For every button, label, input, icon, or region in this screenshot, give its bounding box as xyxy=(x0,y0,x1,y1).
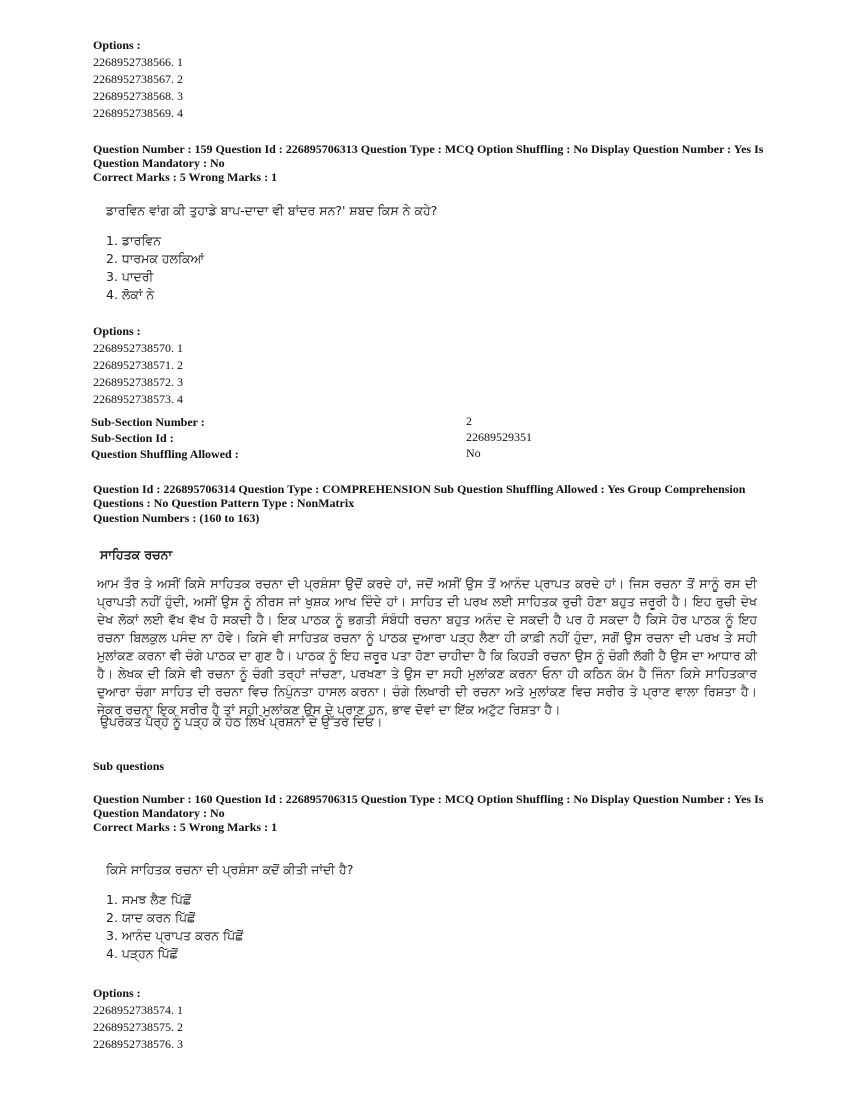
question-header-line: Question Number : 160 Question Id : 226895706315 Question Type : MCQ Option Shuffling : No Display Question Number : Yes Is xyxy=(93,792,764,806)
option-line: 2268952738570. 1 xyxy=(93,341,183,355)
subsection-number-label: Sub-Section Number : xyxy=(91,415,205,429)
subsection-info xyxy=(91,413,651,461)
question-160-header xyxy=(93,792,773,834)
sub-questions-label: Sub questions xyxy=(93,759,165,773)
option-line: 2268952738567. 2 xyxy=(93,72,183,86)
question-159-choices xyxy=(106,232,204,304)
option-line: 2268952738576. 3 xyxy=(93,1037,183,1051)
question-shuffling-label: Question Shuffling Allowed : xyxy=(91,447,239,461)
option-line: 2268952738573. 4 xyxy=(93,392,183,406)
comprehension-header-line: Question Id : 226895706314 Question Type : COMPREHENSION Sub Question Shuffling Allowed : Yes Group Comprehension xyxy=(93,482,746,496)
choice-item: 3. ਪਾਦਰੀ xyxy=(106,269,154,284)
passage-text: ਆਮ ਤੌਰ ਤੇ ਅਸੀਂ ਕਿਸੇ ਸਾਹਿਤਕ ਰਚਨਾ ਦੀ ਪ੍ਰਸ਼ੰਸਾ ਉਦੋਂ ਕਰਦੇ ਹਾਂ, ਜਦੋਂ ਅਸੀਂ ਉਸ ਤੋਂ ਆਨੰਦ ਪ੍ਰਾਪਤ ਕਰਦੇ ਹਾਂ। ਜਿਸ ਰਚਨਾ ਤੋਂ ਸਾਨੂੰ ਰਸ ਦੀ ਪ੍ਰਾਪਤੀ ਨਹੀਂ ਹੁੰਦੀ, ਅਸੀਂ ਉਸ ਨੂੰ ਨੀਰਸ ਜਾਂ ਖੁਸ਼ਕ ਆਖ ਦਿੰਦੇ ਹਾਂ। ਸਾਹਿਤ ਦੀ ਪਰਖ ਲਈ ਸਾਹਿਤਕ ਰੁਚੀ ਹੋਣਾ ਬਹੁਤ ਜ਼ਰੂਰੀ ਹੈ। ਇਹ ਰੁਚੀ ਦੇਖ ਦੇਖ ਲੋਕਾਂ ਲਈ ਵੱਖ ਵੱਖ ਹੋ ਸਕਦੀ ਹੈ। ਇਕ ਪਾਠਕ ਨੂੰ ਭਗਤੀ ਸੰਬੰਧੀ ਰਚਨਾ ਬਹੁਤ ਅਨੰਦ ਦੇ ਸਕਦੀ ਹੈ ਪਰ ਹੋ ਸਕਦਾ ਹੈ ਕਿਸੇ ਹੋਰ ਪਾਠਕ ਨੂੰ ਇਹ ਰਚਨਾ ਬਿਲਕੁਲ ਪਸੰਦ ਨਾ ਹੋਵੇ। ਕਿਸੇ ਵੀ ਸਾਹਿਤਕ ਰਚਨਾ ਨੂੰ ਪਾਠਕ ਦੁਆਰਾ ਪੜ੍ਹ ਲੈਣਾ ਹੀ ਕਾਫ਼ੀ ਨਹੀਂ ਹੁੰਦਾ, ਸਗੋਂ ਉਸ ਰਚਨਾ ਦੀ ਪਰਖ ਤੇ ਸਹੀ ਮੁਲਾਂਕਣ ਕਰਨਾ ਵੀ ਚੰਗੇ ਪਾਠਕ ਦਾ ਗੁਣ ਹੈ। ਪਾਠਕ ਨੂੰ ਇਹ ਜ਼ਰੂਰ ਪਤਾ ਹੋਣਾ ਚਾਹੀਦਾ ਹੈ ਕਿ ਕਿਹੜੀ ਰਚਨਾ ਉਸ ਨੂੰ ਚੰਗੀ ਲੱਗੀ ਹੈ ਉਸ ਦਾ ਆਧਾਰ ਕੀ ਹੈ। ਲੇਖਕ ਦੀ ਕਿਸੇ ਵੀ ਰਚਨਾ ਨੂੰ ਚੰਗੀ ਤਰ੍ਹਾਂ ਜਾਂਚਣਾ, ਪਰਖਣਾ ਤੇ ਉਸ ਦਾ ਸਹੀ ਮੁਲਾਂਕਣ ਕਰਨਾ ਓਨਾ ਹੀ ਕਠਿਨ ਕੰਮ ਹੈ ਜਿੰਨਾ ਕਿਸੇ ਸਾਹਿਤਕਾਰ ਦੁਆਰਾ ਚੰਗਾ ਸਾਹਿਤ ਦੀ ਰਚਨਾ ਵਿਚ ਨਿਪੁੰਨਤਾ ਹਾਸਲ ਕਰਨਾ। ਚੰਗੇ ਲਿਖਾਰੀ ਦੀ ਰਚਨਾ ਅਤੇ ਮੁਲਾਂਕਣ ਵਿਚ ਸਰੀਰ ਤੇ ਪ੍ਰਾਣ ਵਾਲਾ ਰਿਸ਼ਤਾ ਹੈ। ਜੇਕਰ ਰਚਨਾ ਇਕ ਸਰੀਰ ਹੈ ਤਾਂ ਸਹੀ ਮੁਲਾਂਕਣ ਉਸ ਦੇ ਪ੍ਰਾਣ ਹਨ, ਭਾਵ ਦੋਵਾਂ ਦਾ ਇੱਕ ਅਟੁੱਟ ਰਿਸ਼ਤਾ ਹੈ। xyxy=(97,576,757,717)
subsection-id-value: 22689529351 xyxy=(466,430,532,444)
choice-item: 3. ਆਨੰਦ ਪ੍ਰਾਪਤ ਕਰਨ ਪਿੱਛੋਂ xyxy=(106,928,244,943)
question-header-line: Question Number : 159 Question Id : 226895706313 Question Type : MCQ Option Shuffling : No Display Question Number : Yes Is xyxy=(93,142,764,156)
options-label: Options : xyxy=(93,324,141,338)
option-line: 2268952738571. 2 xyxy=(93,358,183,372)
options-label: Options : xyxy=(93,38,141,52)
option-line: 2268952738568. 3 xyxy=(93,89,183,103)
question-marks: Correct Marks : 5 Wrong Marks : 1 xyxy=(93,820,278,834)
option-line: 2268952738572. 3 xyxy=(93,375,183,389)
subsection-id-label: Sub-Section Id : xyxy=(91,431,174,445)
question-shuffling-value: No xyxy=(466,446,481,460)
option-line: 2268952738569. 4 xyxy=(93,106,183,120)
question-numbers: Question Numbers : (160 to 163) xyxy=(93,511,260,525)
question-marks: Correct Marks : 5 Wrong Marks : 1 xyxy=(93,170,278,184)
choice-item: 2. ਯਾਦ ਕਰਨ ਪਿੱਛੋਂ xyxy=(106,910,196,925)
passage-title: ਸਾਹਿਤਕ ਰਚਨਾ xyxy=(100,547,173,562)
option-line: 2268952738574. 1 xyxy=(93,1003,183,1017)
question-159-header xyxy=(93,142,773,184)
comprehension-header-line: Questions : No Question Pattern Type : NonMatrix xyxy=(93,496,355,510)
question-159-text: ਡਾਰਵਿਨ ਵਾਂਗ ਕੀ ਤੁਹਾਡੇ ਬਾਪ-ਦਾਦਾ ਵੀ ਬਾਂਦਰ ਸਨ?' ਸ਼ਬਦ ਕਿਸ ਨੇ ਕਹੇ? xyxy=(106,203,438,218)
subsection-number-value: 2 xyxy=(466,414,472,428)
options-label: Options : xyxy=(93,986,141,1000)
passage-instruction: ਉਪਰੋਕਤ ਪੈਰ੍ਹੇ ਨੂੰ ਪੜ੍ਹ ਕੇ ਹੇਠ ਲਿਖੇ ਪ੍ਰਸ਼ਨਾਂ ਦੇ ਉੱਤਰ ਦਿਓ। xyxy=(100,714,383,729)
top-options-block xyxy=(93,37,183,122)
choice-item: 1. ਡਾਰਵਿਨ xyxy=(106,233,162,248)
choice-item: 1. ਸਮਝ ਲੈਣ ਪਿੱਛੋਂ xyxy=(106,892,192,907)
question-header-line: Question Mandatory : No xyxy=(93,806,225,820)
question-160-options xyxy=(93,985,183,1053)
question-159-options xyxy=(93,323,183,408)
question-160-choices xyxy=(106,891,243,963)
choice-item: 4. ਲੋਕਾਂ ਨੇ xyxy=(106,287,155,302)
comprehension-header xyxy=(93,482,773,525)
question-header-line: Question Mandatory : No xyxy=(93,156,225,170)
option-line: 2268952738566. 1 xyxy=(93,55,183,69)
question-160-text: ਕਿਸੇ ਸਾਹਿਤਕ ਰਚਨਾ ਦੀ ਪ੍ਰਸ਼ੰਸਾ ਕਦੋਂ ਕੀਤੀ ਜਾਂਦੀ ਹੈ? xyxy=(106,862,354,877)
choice-item: 4. ਪੜ੍ਹਨ ਪਿੱਛੋਂ xyxy=(106,946,178,961)
choice-item: 2. ਧਾਰਮਕ ਹਲਕਿਆਂ xyxy=(106,251,205,266)
option-line: 2268952738575. 2 xyxy=(93,1020,183,1034)
